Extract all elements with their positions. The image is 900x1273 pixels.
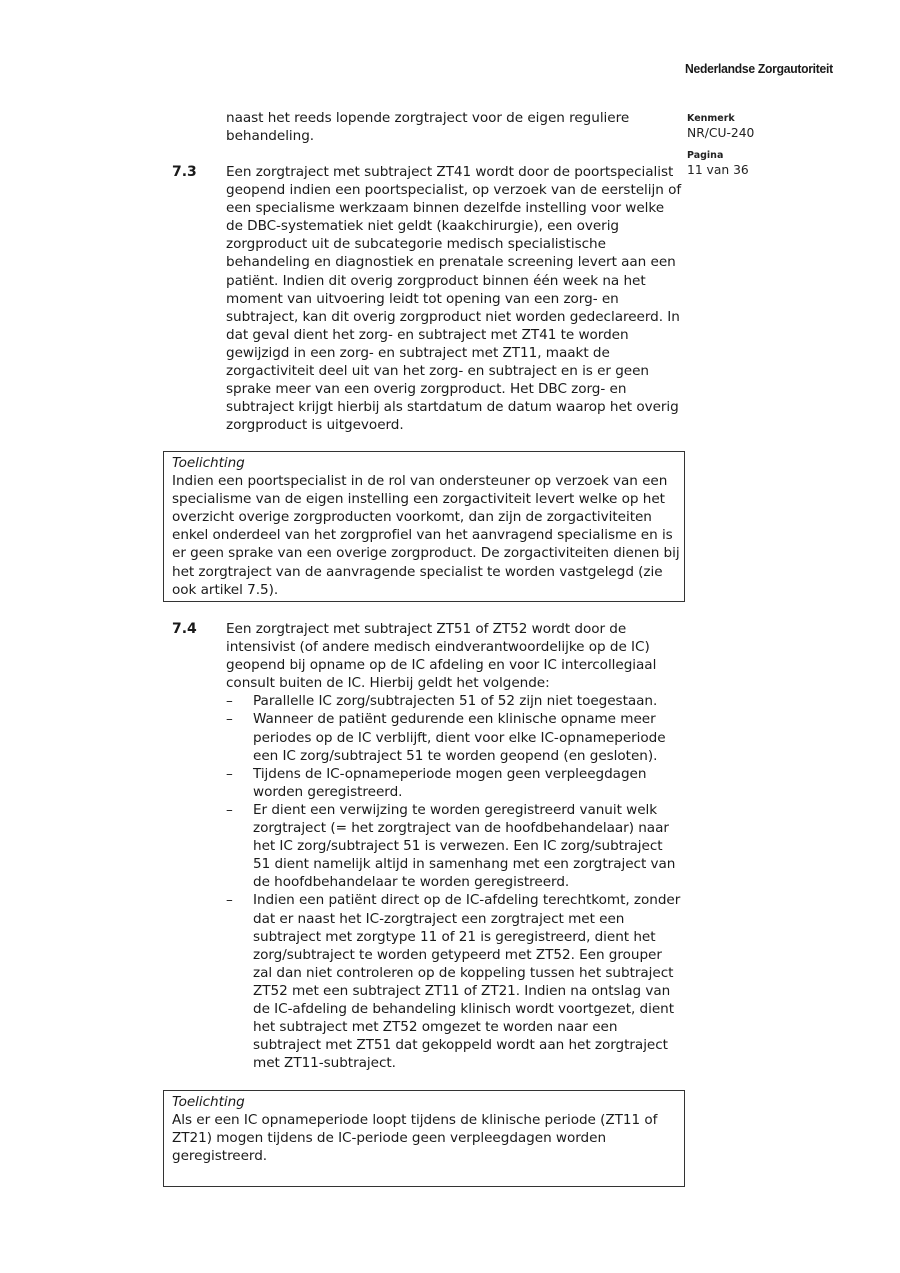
toelichting-text: Als er een IC opnameperiode loopt tijdens de klinische periode (ZT11 of ZT21) mogen tijdens de IC-periode geen verpleegdagen worden geregistreerd. [172, 1112, 658, 1165]
kenmerk-label: Kenmerk [687, 113, 735, 124]
dash-bullet: – [226, 693, 233, 710]
section-7-4-intro: Een zorgtraject met subtraject ZT51 of ZT52 wordt door de intensivist (of andere medisch eindverantwoordelijke op de IC) geopend bij opname op de IC afdeling en voor IC intercollegiaal consult buiten de IC. Hierbij geldt het volgende: [226, 621, 657, 692]
list-item-text: Parallelle IC zorg/subtrajecten 51 of 52 zijn niet toegestaan. [253, 693, 658, 710]
toelichting-title: Toelichting [172, 1094, 245, 1110]
continuation-paragraph: naast het reeds lopende zorgtraject voor de eigen reguliere behandeling. [226, 110, 630, 145]
list-item [226, 710, 682, 764]
list-item-text: Wanneer de patiënt gedurende een klinische opname meer periodes op de IC verblijft, dient voor elke IC-opnameperiode een IC zorg/subtraject 51 te worden geopend (en gesloten). [253, 711, 666, 764]
kenmerk-block [687, 113, 754, 142]
toelichting-box-1 [163, 451, 685, 602]
list-item [226, 891, 682, 1072]
list-item [226, 765, 682, 801]
pagina-block [687, 150, 749, 179]
dash-bullet: – [226, 801, 233, 818]
pagina-label: Pagina [687, 150, 724, 161]
section-number-7-3: 7.3 [172, 164, 197, 180]
section-number-7-4: 7.4 [172, 621, 197, 637]
list-item [226, 801, 682, 891]
dash-bullet: – [226, 892, 233, 909]
list-item-text: Tijdens de IC-opnameperiode mogen geen verpleegdagen worden geregistreerd. [253, 765, 647, 800]
section-7-4-list [226, 692, 682, 1072]
toelichting-box-2 [163, 1090, 685, 1187]
organization-name: Nederlandse Zorgautoriteit [685, 61, 833, 76]
dash-bullet: – [226, 711, 233, 728]
kenmerk-value: NR/CU-240 [687, 126, 755, 140]
list-item [226, 692, 682, 710]
list-item-text: Er dient een verwijzing te worden geregistreerd vanuit welk zorgtraject (= het zorgtraject van de hoofdbehandelaar) naar het IC zorg/subtraject 51 is verwezen. Een IC zorg/subtraject 51 dient namelijk altijd in samenhang met een zorgtraject van de hoofdbehandelaar te worden geregistreerd. [253, 801, 676, 891]
toelichting-title: Toelichting [172, 455, 245, 471]
toelichting-text: Indien een poortspecialist in de rol van ondersteuner op verzoek van een specialisme van de eigen instelling een zorgactiviteit levert welke op het overzicht overige zorgproducten voorkomt, dan zijn de zorgactiviteiten enkel onderdeel van het zorgprofiel van het aanvragend specialisme en is er geen sprake van een overige zorgproduct. De zorgactiviteiten dienen bij het zorgtraject van de aanvragende specialist te worden vastgelegd (zie ook artikel 7.5). [172, 473, 680, 598]
dash-bullet: – [226, 765, 233, 782]
section-7-4 [226, 620, 682, 1072]
list-item-text: Indien een patiënt direct op de IC-afdeling terechtkomt, zonder dat er naast het IC-zorgtraject een zorgtraject met een subtraject met zorgtype 11 of 21 is geregistreerd, dient het zorg/subtraject te worden getypeerd met ZT52. Een grouper zal dan niet controleren op de koppeling tussen het subtraject ZT52 met een subtraject ZT11 of ZT21. Indien na ontslag van de IC-afdeling de behandeling klinisch wordt voortgezet, dient het subtraject met ZT52 omgezet te worden naar een subtraject met ZT51 dat gekoppeld wordt aan het zorgtraject met ZT11-subtraject. [253, 892, 681, 1072]
section-7-3-text: Een zorgtraject met subtraject ZT41 wordt door de poortspecialist geopend indien een poortspecialist, op verzoek van de eerstelijn of een specialisme werkzaam binnen dezelfde instelling voor welke de DBC-systematiek niet geldt (kaakchirurgie), een overig zorgproduct uit de subcategorie medisch specialistische behandeling en diagnostiek en prenatale screening levert aan een patiënt. Indien dit overig zorgproduct binnen één week na het moment van uitvoering leidt tot opening van een zorg- en subtraject, kan dit overig zorgproduct niet worden gedeclareerd. In dat geval dient het zorg- en subtraject met ZT41 te worden gewijzigd in een zorg- en subtraject met ZT11, maakt de zorgactiviteit deel uit van het zorg- en subtraject en is er geen sprake meer van een overig zorgproduct. Het DBC zorg- en subtraject krijgt hierbij als startdatum de datum waarop het overig zorgproduct is uitgevoerd. [226, 164, 682, 434]
pagina-value: 11 van 36 [687, 163, 749, 177]
